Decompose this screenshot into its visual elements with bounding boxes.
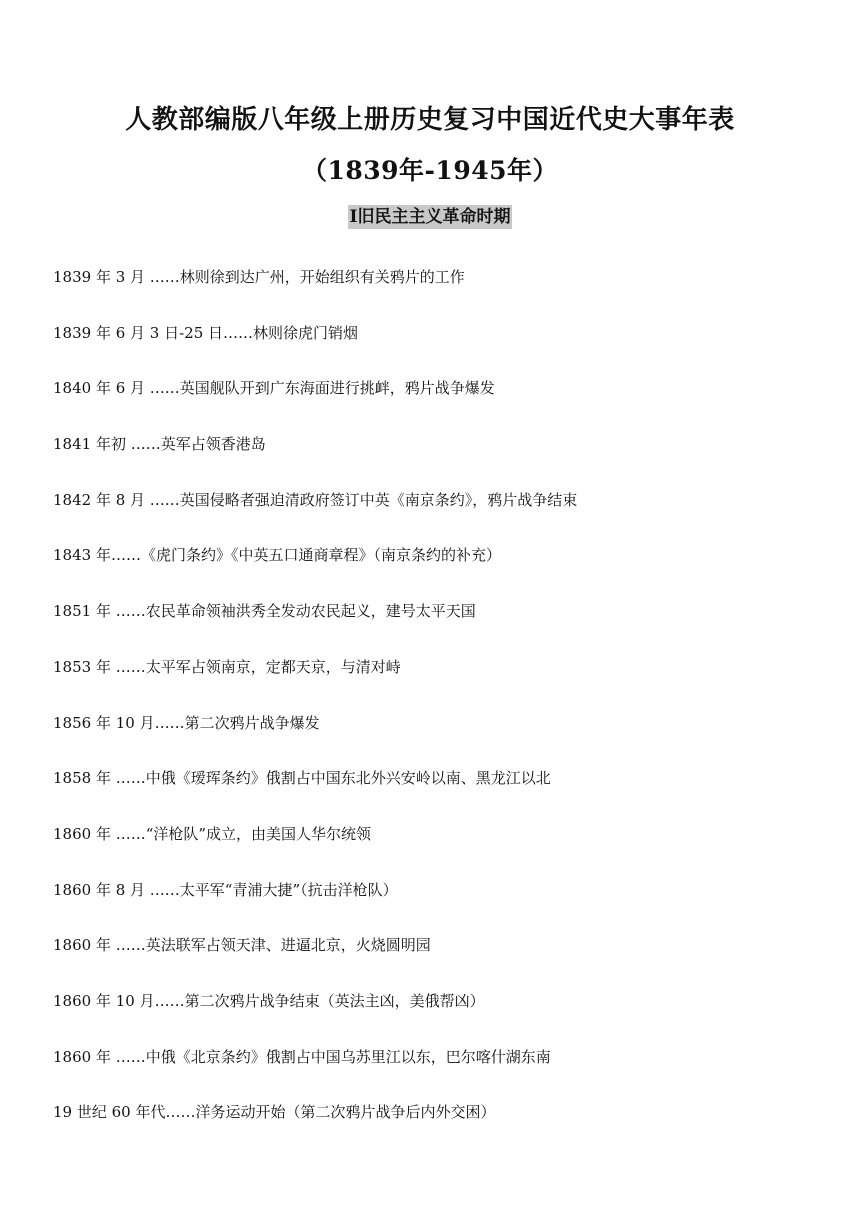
- section-heading-container: [0, 205, 860, 229]
- timeline-event: 1839 年 3 月 ……林则徐到达广州，开始组织有关鸦片的工作: [53, 268, 465, 286]
- timeline-event: 1860 年 ……英法联军占领天津、进逼北京，火烧圆明园: [53, 936, 431, 955]
- document-title: 人教部编版八年级上册历史复习中国近代史大事年表: [125, 105, 735, 135]
- timeline-event: 1840 年 6 月 ……英国舰队开到广东海面进行挑衅，鸦片战争爆发: [53, 379, 495, 398]
- timeline-event: 19 世纪 60 年代……洋务运动开始（第二次鸦片战争后内外交困）: [53, 1103, 496, 1122]
- timeline-event: 1839 年 6 月 3 日-25 日……林则徐虎门销烟: [53, 323, 359, 342]
- timeline-event: 1860 年 10 月……第二次鸦片战争结束（英法主凶，美俄帮凶）: [53, 991, 485, 1010]
- section-heading: I旧民主主义革命时期: [349, 207, 511, 227]
- timeline-event: 1843 年……《虎门条约》《中英五口通商章程》（南京条约的补充）: [53, 546, 501, 565]
- timeline-event: 1851 年 ……农民革命领袖洪秀全发动农民起义，建号太平天国: [53, 602, 476, 621]
- timeline-event: 1856 年 10 月……第二次鸦片战争爆发: [53, 713, 320, 732]
- timeline-event: 1860 年 ……“洋枪队”成立，由美国人华尔统领: [53, 824, 372, 843]
- timeline-event: 1860 年 ……中俄《北京条约》俄割占中国乌苏里江以东，巴尔喀什湖东南: [53, 1047, 551, 1066]
- event-timeline-list: [53, 262, 833, 1153]
- timeline-event: 1858 年 ……中俄《瑷珲条约》俄割占中国东北外兴安岭以南、黑龙江以北: [53, 769, 551, 788]
- timeline-event: 1853 年 ……太平军占领南京，定都天京，与清对峙: [53, 657, 401, 676]
- document-subtitle-years: （1839年-1945年）: [301, 156, 559, 185]
- timeline-event: 1860 年 8 月 ……太平军“青浦大捷”（抗击洋枪队）: [53, 880, 398, 899]
- timeline-event: 1842 年 8 月 ……英国侵略者强迫清政府签订中英《南京条约》，鸦片战争结束: [53, 490, 578, 509]
- timeline-event: 1841 年初 ……英军占领香港岛: [53, 435, 266, 454]
